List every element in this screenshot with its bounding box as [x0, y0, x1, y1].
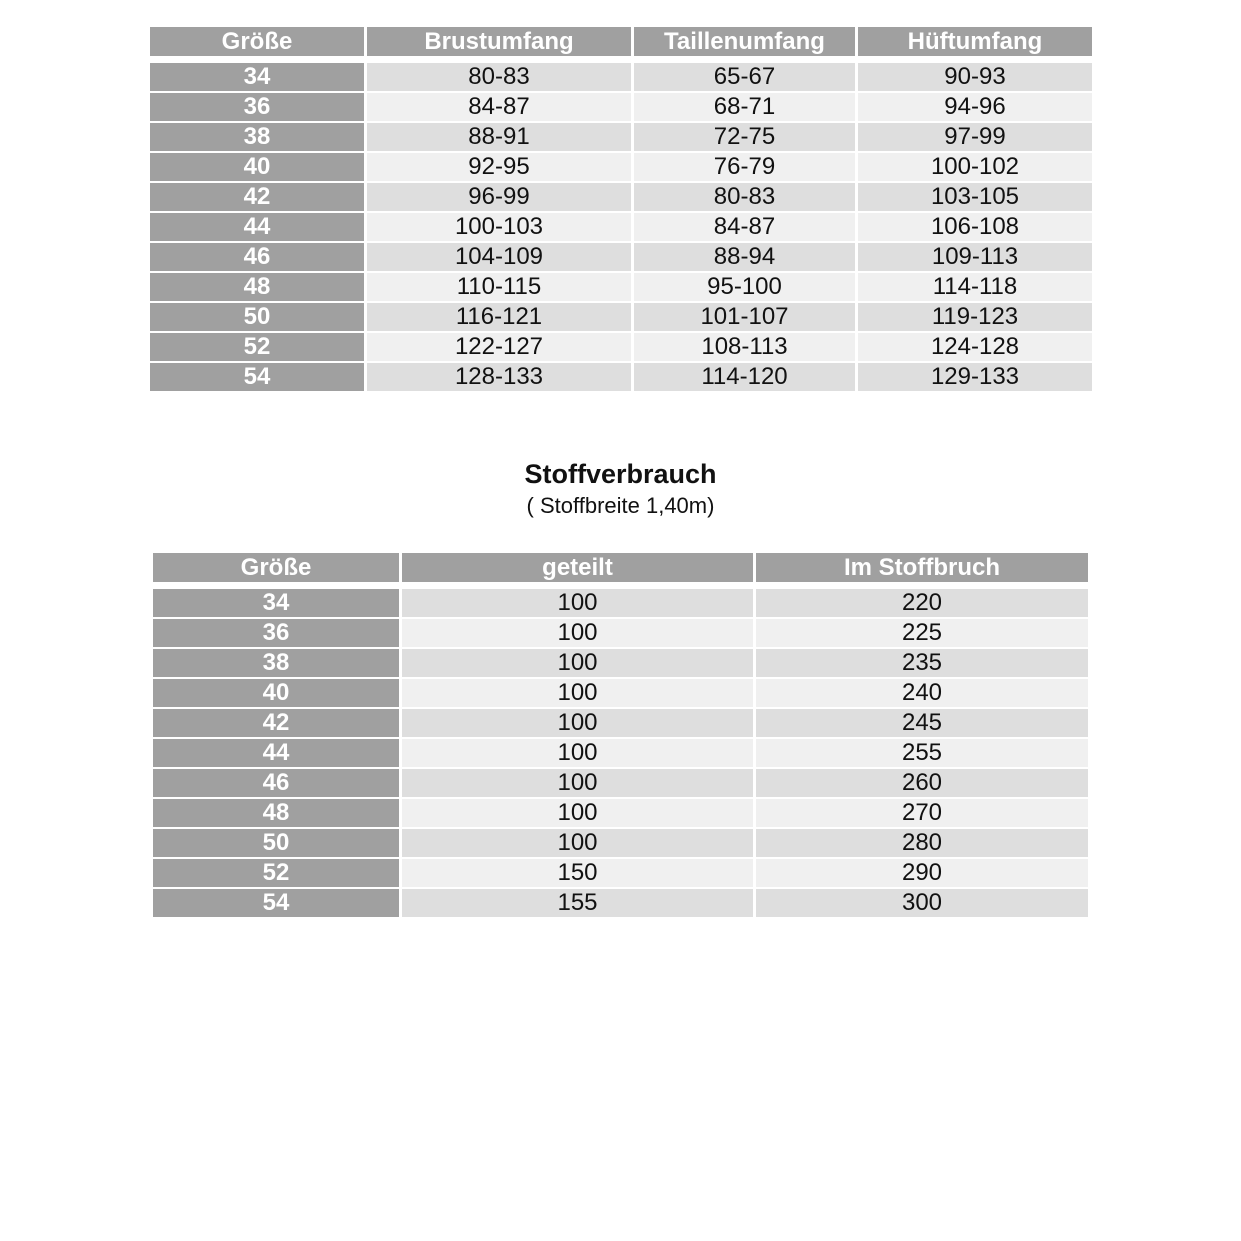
groesse-cell: 54 [153, 889, 399, 919]
groesse-cell: 54 [150, 363, 364, 393]
taillenumfang-cell: 95-100 [634, 273, 855, 303]
hueftumfang-cell: 100-102 [858, 153, 1092, 183]
fabric-table [150, 553, 1091, 919]
size-table-header-row [150, 27, 1092, 56]
stoffbruch-cell: 240 [756, 679, 1088, 709]
groesse-cell: 44 [150, 213, 364, 243]
groesse-cell: 36 [150, 93, 364, 123]
table-row [153, 589, 1088, 619]
spacer-row [153, 582, 1088, 589]
geteilt-cell: 100 [402, 769, 753, 799]
groesse-cell: 34 [150, 63, 364, 93]
hueftumfang-cell: 129-133 [858, 363, 1092, 393]
header-groesse: Größe [153, 553, 399, 582]
geteilt-cell: 100 [402, 649, 753, 679]
groesse-cell: 44 [153, 739, 399, 769]
stoffbruch-cell: 280 [756, 829, 1088, 859]
groesse-cell: 50 [150, 303, 364, 333]
taillenumfang-cell: 65-67 [634, 63, 855, 93]
spacer-row [150, 56, 1092, 63]
brustumfang-cell: 104-109 [367, 243, 631, 273]
header-groesse: Größe [150, 27, 364, 56]
brustumfang-cell: 92-95 [367, 153, 631, 183]
geteilt-cell: 100 [402, 619, 753, 649]
geteilt-cell: 150 [402, 859, 753, 889]
table-row [153, 889, 1088, 919]
brustumfang-cell: 84-87 [367, 93, 631, 123]
groesse-cell: 48 [150, 273, 364, 303]
table-row [150, 63, 1092, 93]
table-row [150, 183, 1092, 213]
groesse-cell: 50 [153, 829, 399, 859]
brustumfang-cell: 110-115 [367, 273, 631, 303]
groesse-cell: 36 [153, 619, 399, 649]
groesse-cell: 42 [153, 709, 399, 739]
table-row [150, 273, 1092, 303]
hueftumfang-cell: 109-113 [858, 243, 1092, 273]
geteilt-cell: 100 [402, 739, 753, 769]
size-table-body [150, 56, 1092, 393]
header-taillenumfang: Taillenumfang [634, 27, 855, 56]
table-row [153, 769, 1088, 799]
stoffbruch-cell: 255 [756, 739, 1088, 769]
groesse-cell: 42 [150, 183, 364, 213]
geteilt-cell: 100 [402, 589, 753, 619]
stoffbruch-cell: 270 [756, 799, 1088, 829]
groesse-cell: 46 [153, 769, 399, 799]
geteilt-cell: 100 [402, 709, 753, 739]
brustumfang-cell: 88-91 [367, 123, 631, 153]
stoffbruch-cell: 235 [756, 649, 1088, 679]
groesse-cell: 48 [153, 799, 399, 829]
header-brustumfang: Brustumfang [367, 27, 631, 56]
header-geteilt: geteilt [402, 553, 753, 582]
table-row [153, 859, 1088, 889]
fabric-subheading: ( Stoffbreite 1,40m) [526, 493, 715, 518]
table-row [150, 363, 1092, 393]
stoffbruch-cell: 225 [756, 619, 1088, 649]
taillenumfang-cell: 101-107 [634, 303, 855, 333]
taillenumfang-cell: 68-71 [634, 93, 855, 123]
table-row [150, 303, 1092, 333]
geteilt-cell: 155 [402, 889, 753, 919]
taillenumfang-cell: 76-79 [634, 153, 855, 183]
groesse-cell: 34 [153, 589, 399, 619]
table-row [153, 739, 1088, 769]
stoffbruch-cell: 260 [756, 769, 1088, 799]
groesse-cell: 40 [150, 153, 364, 183]
hueftumfang-cell: 90-93 [858, 63, 1092, 93]
hueftumfang-cell: 119-123 [858, 303, 1092, 333]
stoffbruch-cell: 290 [756, 859, 1088, 889]
groesse-cell: 38 [150, 123, 364, 153]
table-row [153, 619, 1088, 649]
size-table [147, 27, 1095, 393]
hueftumfang-cell: 97-99 [858, 123, 1092, 153]
hueftumfang-cell: 124-128 [858, 333, 1092, 363]
brustumfang-cell: 80-83 [367, 63, 631, 93]
stoffbruch-cell: 300 [756, 889, 1088, 919]
stoffbruch-cell: 245 [756, 709, 1088, 739]
table-row [150, 213, 1092, 243]
brustumfang-cell: 96-99 [367, 183, 631, 213]
taillenumfang-cell: 72-75 [634, 123, 855, 153]
table-row [153, 829, 1088, 859]
taillenumfang-cell: 84-87 [634, 213, 855, 243]
taillenumfang-cell: 108-113 [634, 333, 855, 363]
taillenumfang-cell: 114-120 [634, 363, 855, 393]
stoffbruch-cell: 220 [756, 589, 1088, 619]
brustumfang-cell: 116-121 [367, 303, 631, 333]
taillenumfang-cell: 88-94 [634, 243, 855, 273]
table-row [150, 243, 1092, 273]
header-hueftumfang: Hüftumfang [858, 27, 1092, 56]
hueftumfang-cell: 94-96 [858, 93, 1092, 123]
brustumfang-cell: 122-127 [367, 333, 631, 363]
taillenumfang-cell: 80-83 [634, 183, 855, 213]
table-row [150, 333, 1092, 363]
table-row [150, 123, 1092, 153]
groesse-cell: 40 [153, 679, 399, 709]
groesse-cell: 46 [150, 243, 364, 273]
fabric-table-header-row [153, 553, 1088, 582]
table-row [153, 679, 1088, 709]
table-row [153, 649, 1088, 679]
table-row [153, 709, 1088, 739]
geteilt-cell: 100 [402, 679, 753, 709]
geteilt-cell: 100 [402, 799, 753, 829]
hueftumfang-cell: 106-108 [858, 213, 1092, 243]
brustumfang-cell: 128-133 [367, 363, 631, 393]
hueftumfang-cell: 103-105 [858, 183, 1092, 213]
table-row [153, 799, 1088, 829]
groesse-cell: 52 [150, 333, 364, 363]
geteilt-cell: 100 [402, 829, 753, 859]
table-row [150, 93, 1092, 123]
fabric-heading: Stoffverbrauch [524, 459, 717, 489]
header-stoffbruch: Im Stoffbruch [756, 553, 1088, 582]
brustumfang-cell: 100-103 [367, 213, 631, 243]
hueftumfang-cell: 114-118 [858, 273, 1092, 303]
groesse-cell: 38 [153, 649, 399, 679]
fabric-table-body [153, 582, 1088, 919]
groesse-cell: 52 [153, 859, 399, 889]
table-row [150, 153, 1092, 183]
